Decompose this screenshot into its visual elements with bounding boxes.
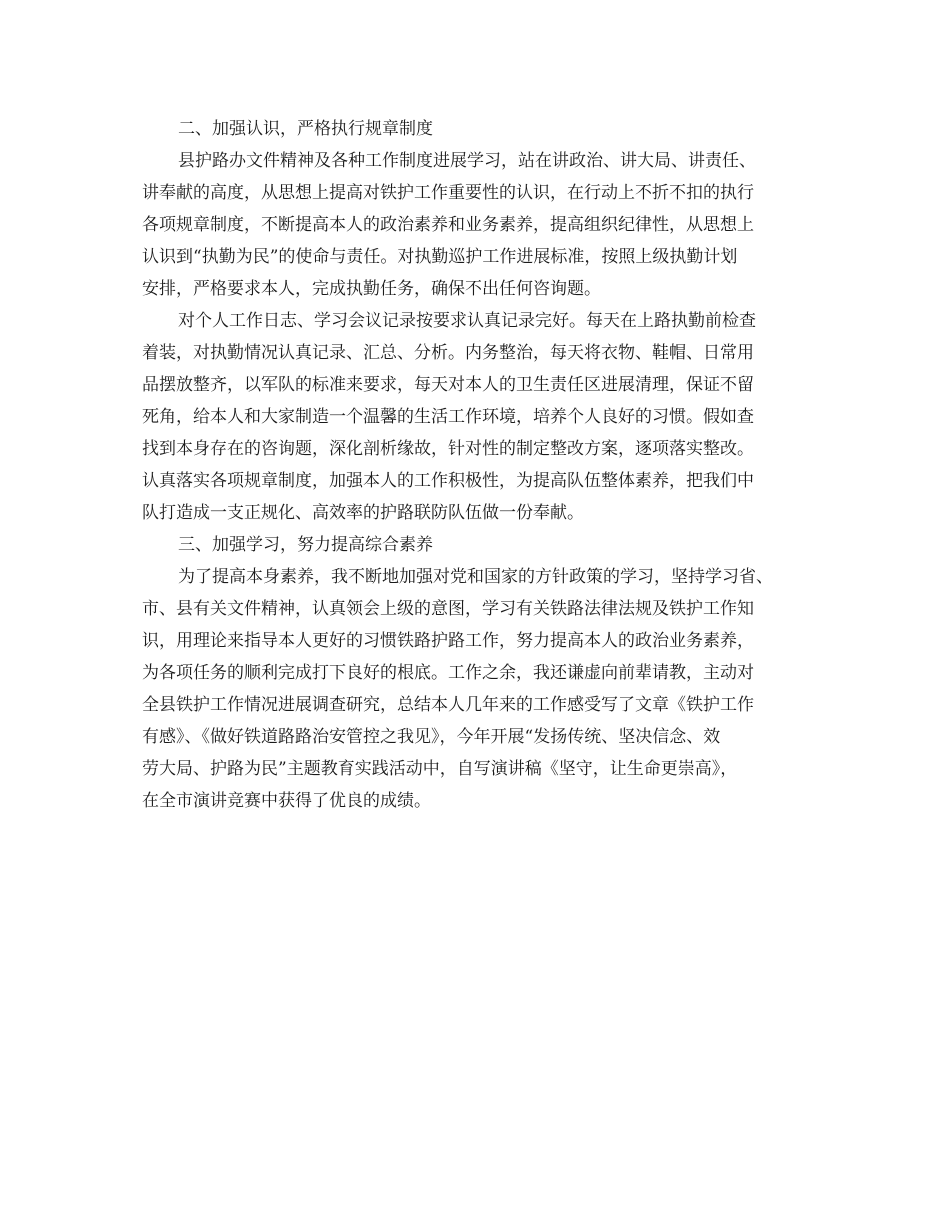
text-line: 认识到“执勤为民”的使命与责任。对执勤巡护工作进展标准，按照上级执勤计划 — [142, 247, 738, 267]
text-line: 识，用理论来指导本人更好的习惯铁路护路工作，努力提高本人的政治业务素养， — [142, 631, 754, 651]
text-line: 三、加强学习，努力提高综合素养 — [178, 535, 433, 555]
text-line: 二、加强认识，严格执行规章制度 — [178, 119, 433, 139]
text-line: 品摆放整齐，以军队的标准来要求，每天对本人的卫生责任区进展清理，保证不留 — [142, 375, 754, 395]
text-line: 认真落实各项规章制度，加强本人的工作积极性，为提高队伍整体素养，把我们中 — [142, 471, 754, 491]
text-line: 找到本身存在的咨询题，深化剖析缘故，针对性的制定整改方案，逐项落实整改。 — [142, 439, 754, 459]
text-line: 为各项任务的顺利完成打下良好的根底。工作之余，我还谦虚向前辈请教，主动对 — [142, 663, 754, 683]
text-line: 全县铁护工作情况进展调查研究，总结本人几年来的工作感受写了文章《铁护工作 — [142, 695, 754, 715]
text-line: 为了提高本身素养，我不断地加强对党和国家的方针政策的学习，坚持学习省、 — [178, 567, 773, 587]
document-body — [142, 113, 824, 817]
text-line: 死角，给本人和大家制造一个温馨的生活工作环境，培养个人良好的习惯。假如查 — [142, 407, 754, 427]
text-line: 有感》、《做好铁道路路治安管控之我见》，今年开展“发扬传统、坚决信念、效 — [142, 727, 721, 747]
text-line: 安排，严格要求本人，完成执勤任务，确保不出任何咨询题。 — [142, 279, 601, 299]
text-line: 着装，对执勤情况认真记录、汇总、分析。内务整治，每天将衣物、鞋帽、日常用 — [142, 343, 754, 363]
text-line: 县护路办文件精神及各种工作制度进展学习，站在讲政治、讲大局、讲责任、 — [178, 151, 756, 171]
text-line: 在全市演讲竞赛中获得了优良的成绩。 — [142, 791, 431, 811]
text-line: 讲奉献的高度，从思想上提高对铁护工作重要性的认识，在行动上不折不扣的执行 — [142, 183, 754, 203]
text-line: 各项规章制度，不断提高本人的政治素养和业务素养，提高组织纪律性，从思想上 — [142, 215, 754, 235]
text-line: 队打造成一支正规化、高效率的护路联防队伍做一份奉献。 — [142, 503, 584, 523]
text-line: 市、县有关文件精神，认真领会上级的意图，学习有关铁路法律法规及铁护工作知 — [142, 599, 754, 619]
text-line: 劳大局、护路为民”主题教育实践活动中，自写演讲稿《坚守，让生命更崇高》， — [142, 759, 738, 779]
text-line: 对个人工作日志、学习会议记录按要求认真记录完好。每天在上路执勤前检查 — [178, 311, 756, 331]
